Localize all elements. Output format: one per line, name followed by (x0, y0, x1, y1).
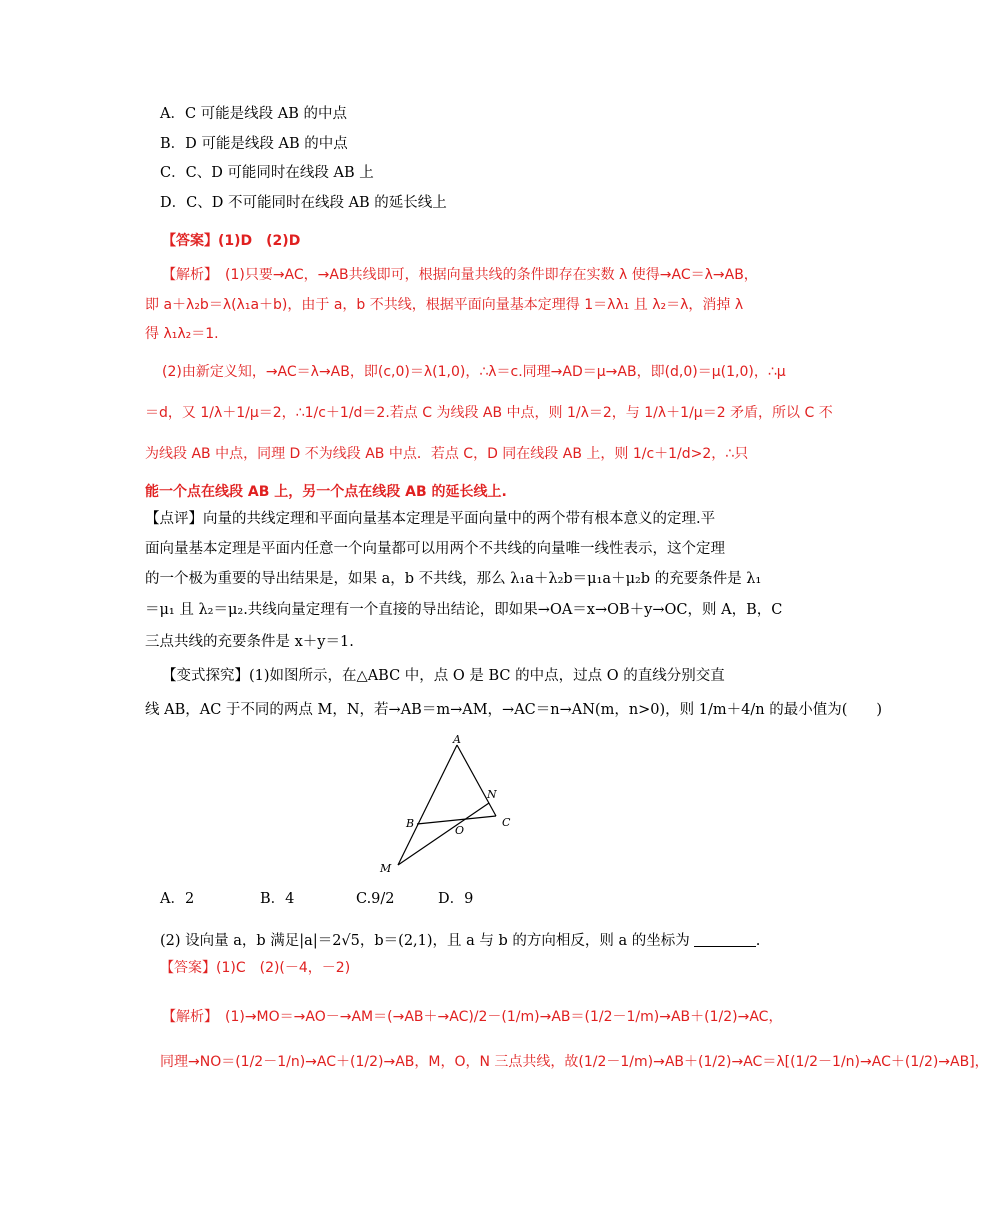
choice-c: C.9/2 (356, 891, 395, 907)
label-c: C (502, 816, 511, 829)
analysis-1-line-3: 得 λ₁λ₂＝1. (145, 326, 219, 342)
choice-d: D．9 (438, 891, 474, 907)
choice-a: A．2 (160, 891, 195, 907)
comment-line-3: 的一个极为重要的导出结果是，如果 a，b 不共线，那么 λ₁a＋λ₂b＝μ₁a＋μ₂b 的充要条件是 λ₁ (145, 571, 762, 587)
segment-m-n (398, 803, 489, 865)
choice-b: B．4 (260, 891, 295, 907)
label-o: O (455, 824, 465, 837)
question-2-text: (2) 设向量 a，b 满足|a|＝2√5，b＝(2,1)，且 a 与 b 的方向相反，则 a 的坐标为 (160, 933, 690, 949)
label-m: M (380, 862, 392, 875)
analysis-2-line-1: 【解析】 (1)→MO＝→AO－→AM＝(→AB＋→AC)/2－(1/m)→AB＝(1/2－1/m)→AB＋(1/2)→AC， (162, 1009, 783, 1025)
answer-1: 【答案】(1)D (2)D (162, 233, 301, 249)
label-a: A (453, 733, 461, 746)
comment-line-2: 面向量基本定理是平面内任意一个向量都可以用两个不共线的向量唯一线性表示，这个定理 (145, 541, 725, 557)
segment-a-m (398, 745, 457, 865)
variant-line-1: 【变式探究】(1)如图所示，在△ABC 中，点 O 是 BC 的中点，过点 O 的直线分别交直 (162, 668, 725, 684)
analysis-1-line-6: 为线段 AB 中点，同理 D 不为线段 AB 中点．若点 C，D 同在线段 AB 上，则 1/c＋1/d>2，∴只 (145, 446, 749, 462)
comment-line-1: 【点评】向量的共线定理和平面向量基本定理是平面向量中的两个带有根本意义的定理.平 (145, 511, 716, 527)
analysis-1-line-1: 【解析】 (1)只要→AC，→AB共线即可，根据向量共线的条件即存在实数 λ 使得→AC＝λ→AB， (162, 267, 758, 283)
comment-line-4: ＝μ₁ 且 λ₂＝μ₂.共线向量定理有一个直接的导出结论，即如果→OA＝x→OB＋y→OC，则 A，B，C (145, 602, 783, 618)
analysis-1-line-2: 即 a＋λ₂b＝λ(λ₁a＋b)，由于 a，b 不共线，根据平面向量基本定理得 1＝λλ₁ 且 λ₂＝λ，消掉 λ (145, 297, 744, 313)
analysis-2-line-2: 同理→NO＝(1/2－1/n)→AC＋(1/2)→AB，M，O，N 三点共线，故(1/2－1/m)→AB＋(1/2)→AC＝λ[(1/2－1/n)→AC＋(1/2)→AB]， (160, 1054, 989, 1070)
label-b: B (406, 817, 415, 830)
option-a: A．C 可能是线段 AB 的中点 (160, 106, 348, 122)
question-2: (2) 设向量 a，b 满足|a|＝2√5，b＝(2,1)，且 a 与 b 的方向相反，则 a 的坐标为 . (160, 933, 761, 949)
option-b: B．D 可能是线段 AB 的中点 (160, 136, 348, 152)
comment-line-5: 三点共线的充要条件是 x＋y＝1. (145, 634, 354, 650)
analysis-1-line-4: (2)由新定义知，→AC＝λ→AB，即(c,0)＝λ(1,0)，∴λ＝c.同理→AD＝μ→AB，即(d,0)＝μ(1,0)，∴μ (162, 364, 786, 380)
segment-b-c (417, 816, 496, 824)
label-n: N (487, 788, 497, 801)
option-d: D．C、D 不可能同时在线段 AB 的延长线上 (160, 195, 447, 211)
answer-blank (694, 932, 756, 947)
choices (160, 889, 473, 909)
answer-2: 【答案】(1)C (2)(－4，－2) (160, 960, 351, 976)
analysis-1-line-5: ＝d，又 1/λ＋1/μ＝2，∴1/c＋1/d＝2.若点 C 为线段 AB 中点，则 1/λ＝2，与 1/λ＋1/μ＝2 矛盾，所以 C 不 (145, 405, 833, 421)
option-c: C．C、D 可能同时在线段 AB 上 (160, 165, 374, 181)
variant-line-2: 线 AB，AC 于不同的两点 M，N，若→AB＝m→AM，→AC＝n→AN(m，n>0)，则 1/m＋4/n 的最小值为( ) (145, 702, 883, 718)
analysis-1-line-7: 能一个点在线段 AB 上，另一个点在线段 AB 的延长线上. (145, 484, 507, 500)
triangle-figure (370, 730, 530, 880)
segment-a-c (457, 745, 496, 816)
